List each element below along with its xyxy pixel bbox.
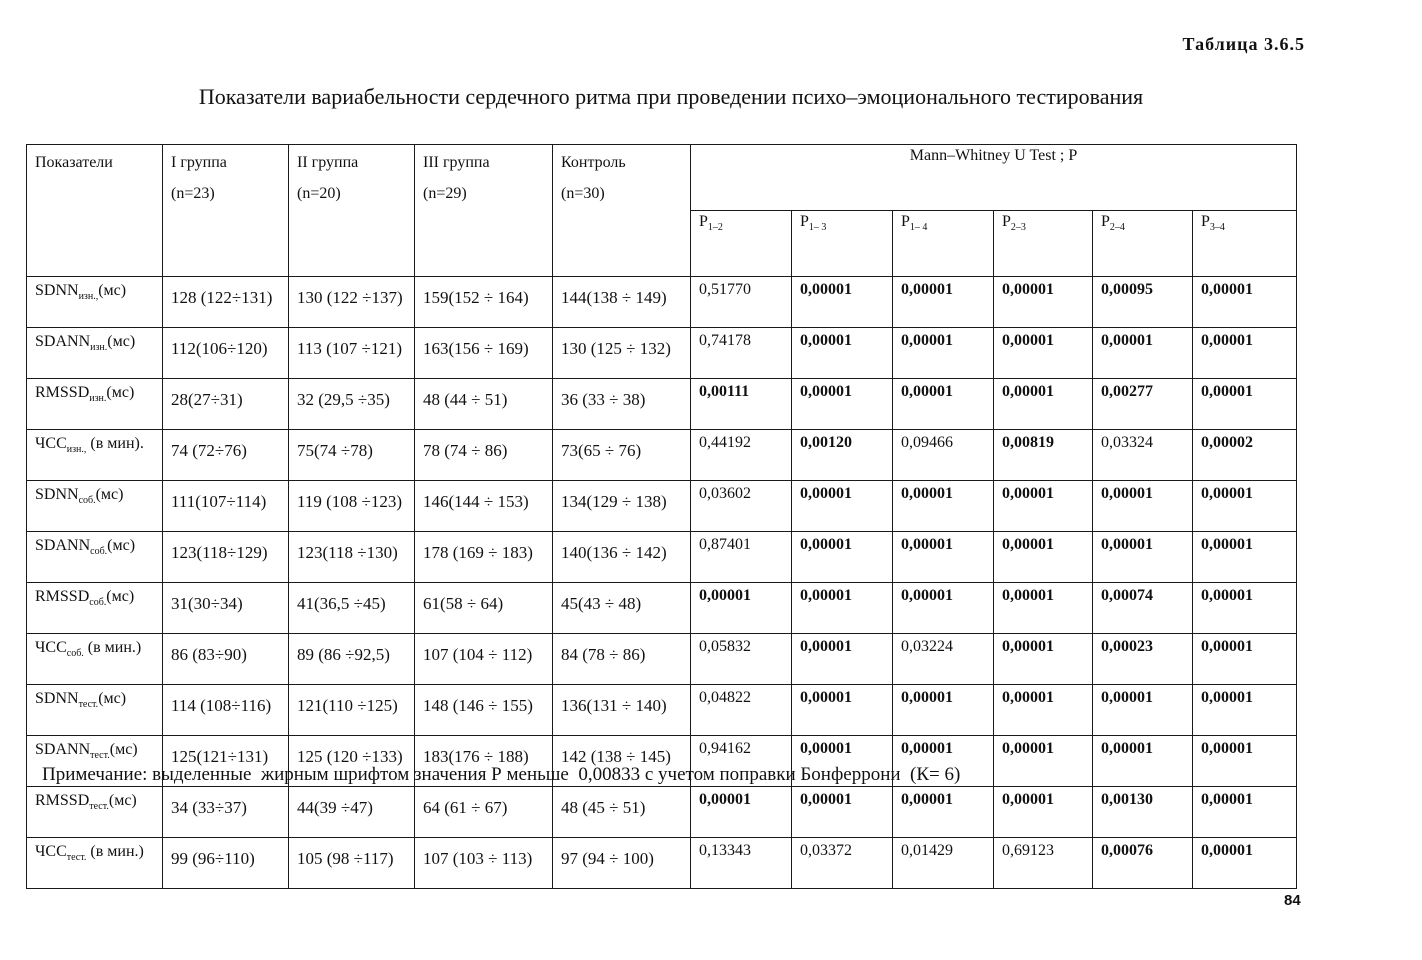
p-value-cell: 0,00001 — [994, 634, 1093, 685]
p-value-cell: 0,00001 — [893, 277, 994, 328]
group-value-cell: 105 (98 ÷117) — [289, 838, 415, 889]
group-value-cell: 73(65 ÷ 76) — [553, 430, 691, 481]
header-row — [27, 145, 1297, 211]
p-value-cell: 0,00001 — [792, 736, 893, 787]
group-value-cell: 97 (94 ÷ 100) — [553, 838, 691, 889]
indicator-cell: $ЧСС_{тест.}$ (в мин.) — [27, 838, 163, 889]
indicator-cell: $SDNN_{тест.}(мс)$ — [27, 685, 163, 736]
header-p-6: $P_{3-4}$ — [1193, 211, 1297, 277]
group-value-cell: 114 (108÷116) — [163, 685, 289, 736]
p-value-cell: 0,00001 — [792, 685, 893, 736]
group-value-cell: 41(36,5 ÷45) — [289, 583, 415, 634]
group-value-cell: 130 (122 ÷137) — [289, 277, 415, 328]
header-p-3: $P_{1- 4}$ — [893, 211, 994, 277]
group-value-cell: 34 (33÷37) — [163, 787, 289, 838]
group-value-cell: 144(138 ÷ 149) — [553, 277, 691, 328]
group-value-cell: 125 (120 ÷133) — [289, 736, 415, 787]
p-value-cell: 0,00001 — [893, 379, 994, 430]
p-value-cell: 0,00001 — [893, 328, 994, 379]
p-value-cell: 0,03372 — [792, 838, 893, 889]
group-value-cell: 44(39 ÷47) — [289, 787, 415, 838]
table-row — [27, 277, 1297, 328]
p-value-cell: 0,00001 — [1193, 532, 1297, 583]
group-value-cell: 61(58 ÷ 64) — [415, 583, 553, 634]
p-value-cell: 0,05832 — [691, 634, 792, 685]
table-row — [27, 685, 1297, 736]
p-value-cell: 0,00001 — [691, 583, 792, 634]
p-value-cell: 0,00001 — [1193, 583, 1297, 634]
p-value-cell: 0,44192 — [691, 430, 792, 481]
p-value-cell: 0,04822 — [691, 685, 792, 736]
group-value-cell: 159(152 ÷ 164) — [415, 277, 553, 328]
p-value-cell: 0,00095 — [1093, 277, 1193, 328]
table-label: Таблица 3.6.5 — [1182, 34, 1305, 54]
table-row — [27, 583, 1297, 634]
p-value-cell: 0,00001 — [994, 685, 1093, 736]
indicator-cell: $SDNN_{изн.,}(мс)$ — [27, 277, 163, 328]
p-value-cell: 0,00001 — [1193, 838, 1297, 889]
p-value-cell: 0,00001 — [994, 277, 1093, 328]
group-value-cell: 64 (61 ÷ 67) — [415, 787, 553, 838]
group-value-cell: 112(106÷120) — [163, 328, 289, 379]
header-group-2: II группа (n=20) — [289, 145, 415, 277]
p-value-cell: 0,00001 — [792, 787, 893, 838]
p-value-cell: 0,00001 — [994, 583, 1093, 634]
p-value-cell: 0,69123 — [994, 838, 1093, 889]
header-p-5: $P_{2-4}$ — [1093, 211, 1193, 277]
p-value-cell: 0,09466 — [893, 430, 994, 481]
table-row — [27, 787, 1297, 838]
p-value-cell: 0,00001 — [893, 481, 994, 532]
p-value-cell: 0,00001 — [1093, 328, 1193, 379]
group-value-cell: 130 (125 ÷ 132) — [553, 328, 691, 379]
group-value-cell: 111(107÷114) — [163, 481, 289, 532]
p-value-cell: 0,00001 — [792, 481, 893, 532]
p-value-cell: 0,87401 — [691, 532, 792, 583]
p-value-cell: 0,00001 — [1193, 379, 1297, 430]
table-row — [27, 481, 1297, 532]
p-value-cell: 0,03224 — [893, 634, 994, 685]
p-value-cell: 0,00001 — [1193, 481, 1297, 532]
indicator-cell: $RMSSD_{изн.}(мс)$ — [27, 379, 163, 430]
p-value-cell: 0,00120 — [792, 430, 893, 481]
header-p-1: $P_{1-2}$ — [691, 211, 792, 277]
group-value-cell: 86 (83÷90) — [163, 634, 289, 685]
p-value-cell: 0,13343 — [691, 838, 792, 889]
footnote: Примечание: выделенные жирным шрифтом значения Р меньше 0,00833 с учетом поправки Бонферрони (К= 6) — [42, 764, 961, 785]
p-value-cell: 0,94162 — [691, 736, 792, 787]
indicator-cell: $SDANN_{тест.}(мс)$ — [27, 736, 163, 787]
table-row — [27, 838, 1297, 889]
header-group-3: III группа (n=29) — [415, 145, 553, 277]
indicator-cell: $SDNN_{соб.}(мс)$ — [27, 481, 163, 532]
p-value-cell: 0,00277 — [1093, 379, 1193, 430]
p-value-cell: 0,00001 — [1093, 685, 1193, 736]
p-value-cell: 0,01429 — [893, 838, 994, 889]
group-value-cell: 84 (78 ÷ 86) — [553, 634, 691, 685]
page-number: 84 — [1284, 892, 1301, 909]
indicator-cell: $RMSSD_{соб.}(мс)$ — [27, 583, 163, 634]
indicator-cell: $ЧСС_{изн.,}$ (в мин). — [27, 430, 163, 481]
group-value-cell: 119 (108 ÷123) — [289, 481, 415, 532]
group-value-cell: 36 (33 ÷ 38) — [553, 379, 691, 430]
table-row — [27, 328, 1297, 379]
group-value-cell: 142 (138 ÷ 145) — [553, 736, 691, 787]
group-value-cell: 89 (86 ÷92,5) — [289, 634, 415, 685]
group-value-cell: 31(30÷34) — [163, 583, 289, 634]
p-value-cell: 0,00001 — [994, 379, 1093, 430]
p-value-cell: 0,00001 — [994, 736, 1093, 787]
group-value-cell: 48 (44 ÷ 51) — [415, 379, 553, 430]
page-title: Показатели вариабельности сердечного ритма при проведении психо–эмоционального тестирования — [198, 84, 1144, 109]
p-value-cell: 0,00001 — [1093, 736, 1193, 787]
p-value-cell: 0,00074 — [1093, 583, 1193, 634]
p-value-cell: 0,00001 — [792, 328, 893, 379]
group-value-cell: 75(74 ÷78) — [289, 430, 415, 481]
p-value-cell: 0,03602 — [691, 481, 792, 532]
p-value-cell: 0,00001 — [893, 787, 994, 838]
table-row — [27, 532, 1297, 583]
p-value-cell: 0,00001 — [792, 634, 893, 685]
header-p-2: $P_{1- 3}$ — [792, 211, 893, 277]
p-value-cell: 0,00001 — [691, 787, 792, 838]
indicator-cell: $SDANN_{соб.}(мс)$ — [27, 532, 163, 583]
p-value-cell: 0,00819 — [994, 430, 1093, 481]
group-value-cell: 128 (122÷131) — [163, 277, 289, 328]
group-value-cell: 99 (96÷110) — [163, 838, 289, 889]
p-value-cell: 0,00001 — [792, 379, 893, 430]
p-value-cell: 0,00001 — [792, 532, 893, 583]
p-value-cell: 0,00001 — [1193, 736, 1297, 787]
p-value-cell: 0,74178 — [691, 328, 792, 379]
group-value-cell: 136(131 ÷ 140) — [553, 685, 691, 736]
p-value-cell: 0,00001 — [994, 328, 1093, 379]
p-value-cell: 0,00076 — [1093, 838, 1193, 889]
group-value-cell: 146(144 ÷ 153) — [415, 481, 553, 532]
p-value-cell: 0,00001 — [1193, 277, 1297, 328]
group-value-cell: 78 (74 ÷ 86) — [415, 430, 553, 481]
p-value-cell: 0,00001 — [893, 532, 994, 583]
group-value-cell: 107 (103 ÷ 113) — [415, 838, 553, 889]
indicator-cell: $RMSSD_{тест.}(мс)$ — [27, 787, 163, 838]
group-value-cell: 32 (29,5 ÷35) — [289, 379, 415, 430]
p-value-cell: 0,00001 — [792, 583, 893, 634]
p-value-cell: 0,00001 — [893, 583, 994, 634]
header-group-1: I группа (n=23) — [163, 145, 289, 277]
p-value-cell: 0,00001 — [1193, 787, 1297, 838]
p-value-cell: 0,00002 — [1193, 430, 1297, 481]
group-value-cell: 74 (72÷76) — [163, 430, 289, 481]
header-control: Контроль (n=30) — [553, 145, 691, 277]
group-value-cell: 178 (169 ÷ 183) — [415, 532, 553, 583]
group-value-cell: 48 (45 ÷ 51) — [553, 787, 691, 838]
group-value-cell: 123(118 ÷130) — [289, 532, 415, 583]
table-row — [27, 379, 1297, 430]
p-value-cell: 0,00001 — [994, 481, 1093, 532]
p-value-cell: 0,00130 — [1093, 787, 1193, 838]
p-value-cell: 0,00001 — [792, 277, 893, 328]
group-value-cell: 123(118÷129) — [163, 532, 289, 583]
group-value-cell: 45(43 ÷ 48) — [553, 583, 691, 634]
table-row — [27, 634, 1297, 685]
p-value-cell: 0,00001 — [1193, 685, 1297, 736]
group-value-cell: 125(121÷131) — [163, 736, 289, 787]
header-p-4: $P_{2-3}$ — [994, 211, 1093, 277]
group-value-cell: 148 (146 ÷ 155) — [415, 685, 553, 736]
p-value-cell: 0,51770 — [691, 277, 792, 328]
p-value-cell: 0,00001 — [1093, 481, 1193, 532]
group-value-cell: 140(136 ÷ 142) — [553, 532, 691, 583]
group-value-cell: 134(129 ÷ 138) — [553, 481, 691, 532]
indicator-cell: $SDANN_{изн.}(мс)$ — [27, 328, 163, 379]
header-indicator: Показатели — [27, 145, 163, 277]
p-value-cell: 0,00001 — [1193, 328, 1297, 379]
p-value-cell: 0,00001 — [1193, 634, 1297, 685]
group-value-cell: 107 (104 ÷ 112) — [415, 634, 553, 685]
indicator-cell: $ЧСС_{соб.}$ (в мин.) — [27, 634, 163, 685]
group-value-cell: 183(176 ÷ 188) — [415, 736, 553, 787]
p-value-cell: 0,00001 — [893, 736, 994, 787]
header-mann-whitney: Mann–Whitney U Test ; P — [691, 145, 1297, 211]
p-value-cell: 0,00001 — [994, 787, 1093, 838]
p-value-cell: 0,03324 — [1093, 430, 1193, 481]
group-value-cell: 28(27÷31) — [163, 379, 289, 430]
p-value-cell: 0,00023 — [1093, 634, 1193, 685]
group-value-cell: 113 (107 ÷121) — [289, 328, 415, 379]
table-row — [27, 430, 1297, 481]
group-value-cell: 121(110 ÷125) — [289, 685, 415, 736]
p-value-cell: 0,00001 — [893, 685, 994, 736]
p-value-cell: 0,00111 — [691, 379, 792, 430]
p-value-cell: 0,00001 — [1093, 532, 1193, 583]
group-value-cell: 163(156 ÷ 169) — [415, 328, 553, 379]
p-value-cell: 0,00001 — [994, 532, 1093, 583]
